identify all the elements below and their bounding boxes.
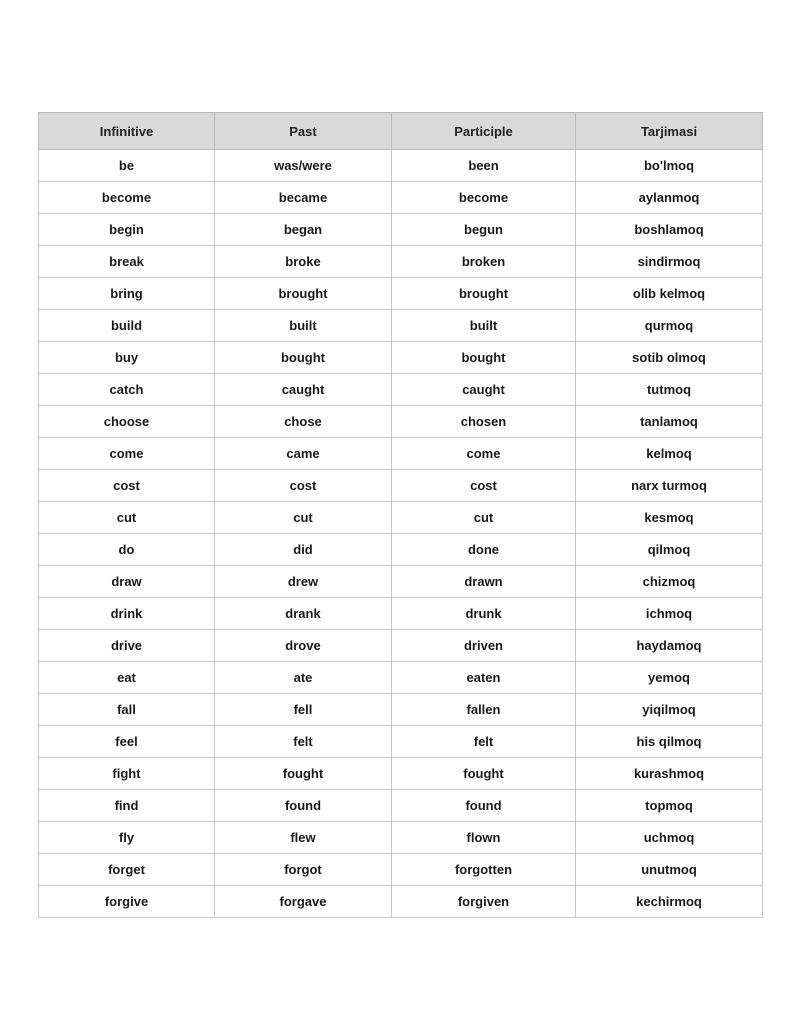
translation-cell: ichmoq xyxy=(576,598,763,630)
participle-cell: brought xyxy=(392,278,576,310)
infinitive-cell: choose xyxy=(39,406,215,438)
past-cell: fell xyxy=(215,694,392,726)
participle-cell: begun xyxy=(392,214,576,246)
table-row xyxy=(39,246,763,278)
table-header-row xyxy=(39,113,763,150)
table-row xyxy=(39,822,763,854)
table-row xyxy=(39,598,763,630)
table-row xyxy=(39,534,763,566)
infinitive-cell: draw xyxy=(39,566,215,598)
translation-cell: yiqilmoq xyxy=(576,694,763,726)
translation-cell: bo'lmoq xyxy=(576,150,763,182)
past-cell: began xyxy=(215,214,392,246)
table-row xyxy=(39,438,763,470)
infinitive-cell: become xyxy=(39,182,215,214)
translation-cell: qilmoq xyxy=(576,534,763,566)
participle-cell: cost xyxy=(392,470,576,502)
table-row xyxy=(39,502,763,534)
infinitive-cell: drive xyxy=(39,630,215,662)
translation-cell: aylanmoq xyxy=(576,182,763,214)
infinitive-cell: build xyxy=(39,310,215,342)
infinitive-cell: cut xyxy=(39,502,215,534)
translation-cell: kesmoq xyxy=(576,502,763,534)
participle-cell: cut xyxy=(392,502,576,534)
past-cell: ate xyxy=(215,662,392,694)
participle-cell: been xyxy=(392,150,576,182)
header-tarjimasi: Tarjimasi xyxy=(576,113,763,150)
participle-cell: done xyxy=(392,534,576,566)
translation-cell: sindirmoq xyxy=(576,246,763,278)
past-cell: came xyxy=(215,438,392,470)
participle-cell: eaten xyxy=(392,662,576,694)
translation-cell: his qilmoq xyxy=(576,726,763,758)
table-row xyxy=(39,406,763,438)
translation-cell: haydamoq xyxy=(576,630,763,662)
translation-cell: qurmoq xyxy=(576,310,763,342)
translation-cell: kurashmoq xyxy=(576,758,763,790)
translation-cell: yemoq xyxy=(576,662,763,694)
table-row xyxy=(39,182,763,214)
table-row xyxy=(39,662,763,694)
translation-cell: olib kelmoq xyxy=(576,278,763,310)
header-participle: Participle xyxy=(392,113,576,150)
translation-cell: unutmoq xyxy=(576,854,763,886)
infinitive-cell: catch xyxy=(39,374,215,406)
past-cell: built xyxy=(215,310,392,342)
past-cell: caught xyxy=(215,374,392,406)
table-row xyxy=(39,758,763,790)
participle-cell: driven xyxy=(392,630,576,662)
participle-cell: caught xyxy=(392,374,576,406)
table-row xyxy=(39,342,763,374)
infinitive-cell: fight xyxy=(39,758,215,790)
participle-cell: drawn xyxy=(392,566,576,598)
participle-cell: found xyxy=(392,790,576,822)
past-cell: drew xyxy=(215,566,392,598)
infinitive-cell: drink xyxy=(39,598,215,630)
participle-cell: bought xyxy=(392,342,576,374)
participle-cell: fallen xyxy=(392,694,576,726)
translation-cell: sotib olmoq xyxy=(576,342,763,374)
participle-cell: drunk xyxy=(392,598,576,630)
infinitive-cell: do xyxy=(39,534,215,566)
table-row xyxy=(39,694,763,726)
infinitive-cell: be xyxy=(39,150,215,182)
past-cell: did xyxy=(215,534,392,566)
past-cell: forgave xyxy=(215,886,392,918)
translation-cell: boshlamoq xyxy=(576,214,763,246)
table-row xyxy=(39,278,763,310)
past-cell: chose xyxy=(215,406,392,438)
infinitive-cell: forget xyxy=(39,854,215,886)
table-row xyxy=(39,214,763,246)
infinitive-cell: fly xyxy=(39,822,215,854)
past-cell: cut xyxy=(215,502,392,534)
translation-cell: kechirmoq xyxy=(576,886,763,918)
past-cell: brought xyxy=(215,278,392,310)
infinitive-cell: begin xyxy=(39,214,215,246)
past-cell: flew xyxy=(215,822,392,854)
participle-cell: forgiven xyxy=(392,886,576,918)
infinitive-cell: find xyxy=(39,790,215,822)
infinitive-cell: come xyxy=(39,438,215,470)
irregular-verbs-table xyxy=(38,112,763,918)
translation-cell: chizmoq xyxy=(576,566,763,598)
past-cell: forgot xyxy=(215,854,392,886)
table-row xyxy=(39,374,763,406)
translation-cell: uchmoq xyxy=(576,822,763,854)
infinitive-cell: eat xyxy=(39,662,215,694)
infinitive-cell: forgive xyxy=(39,886,215,918)
table-row xyxy=(39,470,763,502)
past-cell: became xyxy=(215,182,392,214)
translation-cell: narx turmoq xyxy=(576,470,763,502)
infinitive-cell: bring xyxy=(39,278,215,310)
past-cell: drank xyxy=(215,598,392,630)
past-cell: bought xyxy=(215,342,392,374)
participle-cell: flown xyxy=(392,822,576,854)
past-cell: cost xyxy=(215,470,392,502)
past-cell: broke xyxy=(215,246,392,278)
translation-cell: tutmoq xyxy=(576,374,763,406)
table-row xyxy=(39,726,763,758)
infinitive-cell: fall xyxy=(39,694,215,726)
infinitive-cell: cost xyxy=(39,470,215,502)
table-row xyxy=(39,566,763,598)
infinitive-cell: buy xyxy=(39,342,215,374)
header-infinitive: Infinitive xyxy=(39,113,215,150)
translation-cell: topmoq xyxy=(576,790,763,822)
translation-cell: tanlamoq xyxy=(576,406,763,438)
past-cell: found xyxy=(215,790,392,822)
past-cell: felt xyxy=(215,726,392,758)
infinitive-cell: feel xyxy=(39,726,215,758)
table-row xyxy=(39,150,763,182)
past-cell: drove xyxy=(215,630,392,662)
participle-cell: broken xyxy=(392,246,576,278)
table-row xyxy=(39,630,763,662)
participle-cell: felt xyxy=(392,726,576,758)
past-cell: was/were xyxy=(215,150,392,182)
table-row xyxy=(39,310,763,342)
table-row xyxy=(39,854,763,886)
table-body xyxy=(39,150,763,918)
participle-cell: become xyxy=(392,182,576,214)
participle-cell: come xyxy=(392,438,576,470)
participle-cell: built xyxy=(392,310,576,342)
participle-cell: forgotten xyxy=(392,854,576,886)
past-cell: fought xyxy=(215,758,392,790)
participle-cell: fought xyxy=(392,758,576,790)
translation-cell: kelmoq xyxy=(576,438,763,470)
table-row xyxy=(39,790,763,822)
table-row xyxy=(39,886,763,918)
header-past: Past xyxy=(215,113,392,150)
infinitive-cell: break xyxy=(39,246,215,278)
participle-cell: chosen xyxy=(392,406,576,438)
